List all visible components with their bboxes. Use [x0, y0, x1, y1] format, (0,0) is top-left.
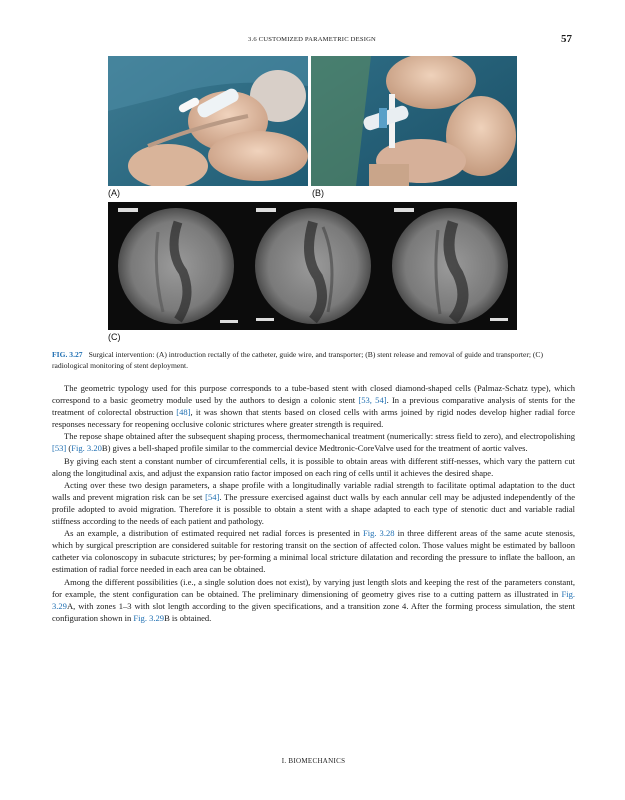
page-footer: I. BIOMECHANICS [281, 757, 346, 765]
figure-caption [52, 349, 575, 371]
text-run: ( [66, 443, 72, 454]
page-header [52, 33, 572, 47]
paragraph [52, 382, 575, 430]
radiograph-strip-panel-c [108, 202, 517, 330]
paragraph [52, 576, 575, 624]
photo-panel-a [108, 56, 308, 186]
citation-link[interactable]: [53] [52, 443, 67, 454]
text-run: , it was shown that stents based on closed cells with arms joined by rigid nodes develop higher radial force responses necessary for reopening occlusive colonic strictures where greater strength is required. [52, 407, 575, 430]
paragraph [52, 479, 575, 527]
text-run: The repose shape obtained after the subsequent shaping process, thermomechanical treatment (numerically: stress field to zero), and electropolishing [64, 431, 575, 442]
text-run: As an example, a distribution of estimated required net radial forces is presented in [64, 528, 363, 539]
text-run: Among the different possibilities (i.e., a single solution does not exist), by varying just length slots and keeping the rest of the parameters constant, for example, the stent configuration can be obtained. The preliminary dimensioning of geometry gives rise to a cutting pattern as illustrated in [52, 576, 575, 599]
caption-label: FIG. 3.27 [52, 350, 83, 359]
text-run: B is obtained. [164, 612, 212, 623]
text-run: . In a previous comparative analysis of stents for the treatment of colorectal obstruction [52, 395, 576, 418]
citation-link[interactable]: Fig. 3.29 [133, 612, 165, 623]
page-number: 57 [561, 33, 572, 45]
text-run: Acting over these two design parameters, a shape profile with a longitudinally variable radial strength to facilitate optimal adaptation to the duct walls and prevent migration risk can be set [52, 479, 575, 502]
citation-link[interactable]: Fig. 3.28 [362, 528, 395, 539]
citation-link[interactable]: [54] [205, 491, 220, 502]
citation-link[interactable]: [48] [176, 407, 191, 418]
radiograph-3 [392, 208, 508, 324]
text-run: The geometric typology used for this purpose corresponds to a tube-based stent with closed diamond-shaped cells (Palmaz-Schatz type), which correspond to a basic geometry module used by the authors to design a colonic stent [52, 383, 575, 406]
text-run: . The pressure exercised against duct walls by each annular cell may be adjusted independently of the profile adopted to avoid migration. Therefore it is possible to obtain a stent with a shape adapted to each type of stenotic duct and variable radial stiffness according to the needs of each patient and pathology. [52, 491, 575, 527]
photo-panel-b [311, 56, 517, 186]
citation-link[interactable]: Fig. 3.29 [52, 588, 575, 611]
text-run: B) gives a bell-shaped profile similar to the commercial device Medtronic-CoreValve used for the treatment of aortic valves. [101, 443, 528, 454]
running-head: 3.6 CUSTOMIZED PARAMETRIC DESIGN [247, 36, 377, 43]
panel-a-label: (A) [108, 188, 120, 198]
paragraph [52, 430, 575, 454]
panel-c-label: (C) [108, 332, 121, 342]
paragraph [52, 455, 575, 479]
body-text [52, 382, 575, 624]
panel-b-label: (B) [312, 188, 324, 198]
radiograph-2 [255, 208, 371, 324]
text-run: A, with zones 1–3 with slot length according to the given specifications, and a transition zone 4. After the forming process simulation, the stent configuration shown in [52, 600, 575, 623]
paragraph [52, 527, 575, 575]
text-run: in three different areas of the same acute stenosis, which by surgical prescription are considered suitable for restoring transit on the section of affected colon. Those values might be estimated by balloon catheter via colonoscopy in subacute strictures; by per-forming a minimal local stricture dilatation and recording the pressure to inflate the balloon, an estimation of radial force needed in each area can be obtained. [52, 528, 575, 575]
radiograph-1 [118, 208, 238, 324]
citation-link[interactable]: [53, 54] [358, 395, 387, 406]
citation-link[interactable]: Fig. 3.20 [71, 443, 102, 454]
text-run: By giving each stent a constant number of circumferential cells, it is possible to obtain areas with different stiff-nesses, which vary the pattern cut along the longitudinal axis, and adjust the expansion ratio factor imposed on each ring of cells until it achieves the desired shape. [52, 455, 575, 478]
caption-text: Surgical intervention: (A) introduction rectally of the catheter, guide wire, and transporter; (B) stent release and removal of guide and transporter; (C) radiological monitoring of stent deployment. [52, 350, 543, 370]
